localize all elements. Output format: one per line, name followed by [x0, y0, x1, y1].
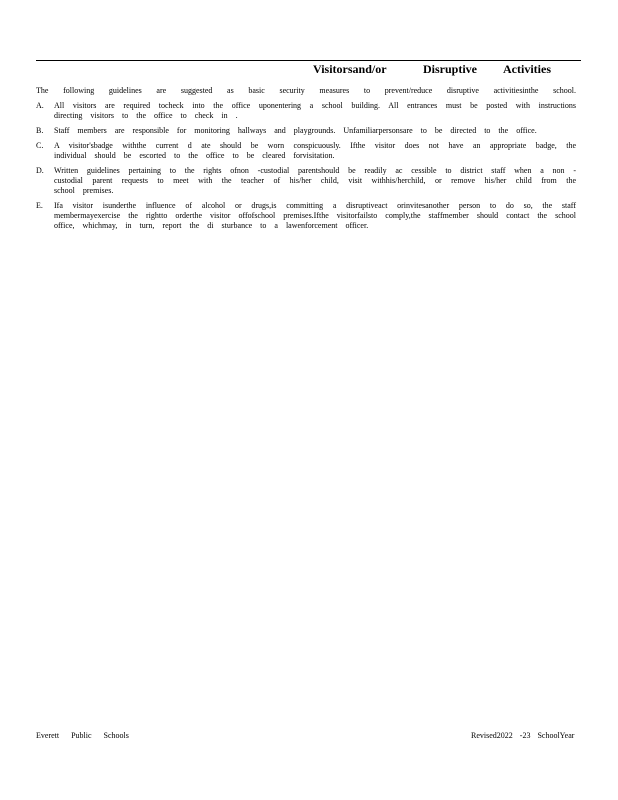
guideline-letter: D. [36, 166, 44, 175]
footer-organization: Everett Public Schools [36, 731, 129, 740]
footer-revision: Revised2022 -23 SchoolYear [471, 731, 575, 740]
guideline-item-c [36, 141, 576, 161]
guideline-item-d [36, 166, 576, 196]
guideline-item-a [36, 101, 576, 121]
guideline-letter: B. [36, 126, 44, 135]
guideline-letter: C. [36, 141, 44, 150]
guideline-letter: E. [36, 201, 43, 210]
guideline-text: A visitor'sbadge withthe current d ate should be worn conspicuously. Ifthe visitor does not have an appropriate badge, the individual should be escorted to the office to be cleared forvisitation. [54, 141, 576, 160]
header-title-part-1: Visitorsand/or [313, 62, 387, 76]
header-title-part-2: Disruptive [423, 62, 477, 76]
intro-paragraph: The following guidelines are suggested as basic security measures to prevent/reduce disruptive activitiesinthe school. [36, 86, 576, 95]
header-rule [36, 60, 581, 61]
page-header [0, 62, 618, 78]
guideline-letter: A. [36, 101, 44, 110]
page-footer [0, 731, 618, 743]
guideline-text: Written guidelines pertaining to the rights ofnon -custodial parentshould be readily ac cessible to district staff when a non -custodial parent requests to meet with the teacher of his/her child, visit withhis/herchild, or remove his/her child from the school premises. [54, 166, 576, 195]
guideline-item-b [36, 126, 576, 136]
document-body [36, 86, 576, 236]
guideline-item-e [36, 201, 576, 231]
guideline-text: All visitors are required tocheck into the office uponentering a school building. All entrances must be posted with instructions directing visitors to the office to check in . [54, 101, 576, 120]
header-title-part-3: Activities [503, 62, 551, 76]
guideline-text: Ifa visitor isunderthe influence of alcohol or drugs,is committing a disruptiveact orinvitesanother person to do so, the staff membermayexercise the rightto orderthe visitor offofschool premises.Ifthe visitorfailsto comply,the staffmember should contact the school office, whichmay, in turn, report the di sturbance to a lawenforcement officer. [54, 201, 576, 230]
guideline-text: Staff members are responsible for monitoring hallways and playgrounds. Unfamiliarpersonsare to be directed to the office. [54, 126, 537, 135]
